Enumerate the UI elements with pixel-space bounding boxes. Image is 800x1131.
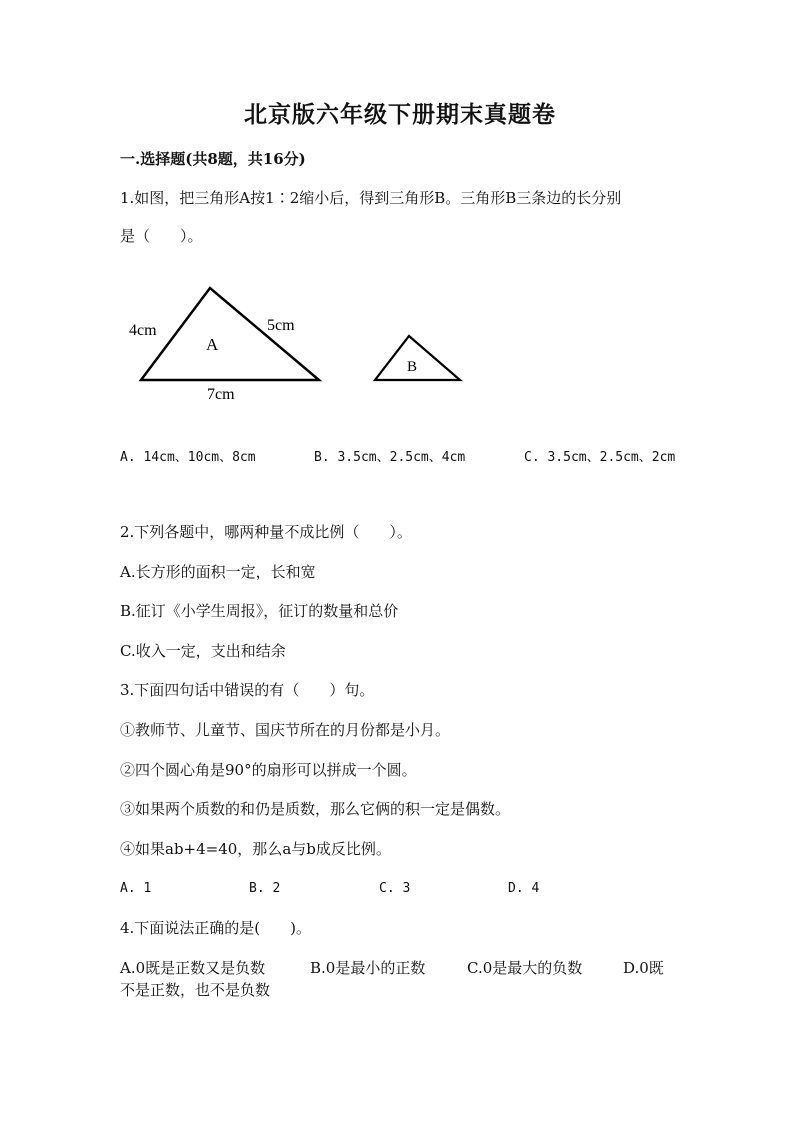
question-2-stem: 2.下列各题中，哪两种量不成比例（ ）。 bbox=[120, 523, 412, 541]
q3-option-b[interactable]: B. 2 bbox=[249, 881, 281, 896]
q2-option-a[interactable]: A.长方形的面积一定，长和宽 bbox=[120, 563, 316, 581]
triangle-b-label: B bbox=[407, 359, 418, 375]
section-heading: 一.选择题(共8题，共16分) bbox=[120, 150, 306, 168]
q4-option-a[interactable]: A.0既是正数又是负数 bbox=[120, 959, 266, 977]
q1-option-c[interactable]: C. 3.5cm、2.5cm、2cm bbox=[524, 450, 676, 465]
q2-option-c[interactable]: C.收入一定，支出和结余 bbox=[120, 642, 286, 660]
question-1-stem-cont: 是（ ）。 bbox=[120, 227, 203, 245]
q4-option-d-cont: 不是正数，也不是负数 bbox=[120, 981, 271, 999]
side-label-left: 4cm bbox=[129, 322, 157, 339]
q3-statement-4: ④如果ab+4=40，那么a与b成反比例。 bbox=[120, 840, 391, 858]
q4-option-d[interactable]: D.0既 bbox=[623, 959, 664, 977]
triangle-a-label: A bbox=[206, 335, 219, 354]
q4-option-c[interactable]: C.0是最大的负数 bbox=[467, 959, 583, 977]
q3-statement-3: ③如果两个质数的和仍是质数，那么它俩的积一定是偶数。 bbox=[120, 800, 511, 818]
q3-option-a[interactable]: A. 1 bbox=[120, 881, 152, 896]
q3-option-d[interactable]: D. 4 bbox=[508, 881, 540, 896]
question-1-stem: 1.如图，把三角形A按1∶2缩小后，得到三角形B。三角形B三条边的长分别 bbox=[120, 189, 622, 207]
q2-option-b[interactable]: B.征订《小学生周报》，征订的数量和总价 bbox=[120, 602, 399, 620]
q3-statement-1: ①教师节、儿童节、国庆节所在的月份都是小月。 bbox=[120, 721, 451, 739]
triangle-a bbox=[141, 288, 319, 380]
q1-option-b[interactable]: B. 3.5cm、2.5cm、4cm bbox=[314, 450, 466, 465]
q3-statement-2: ②四个圆心角是90°的扇形可以拼成一个圆。 bbox=[120, 761, 417, 779]
triangle-b bbox=[375, 336, 460, 380]
triangle-figure bbox=[0, 0, 800, 420]
question-4-stem: 4.下面说法正确的是( )。 bbox=[120, 919, 312, 937]
q4-option-b[interactable]: B.0是最小的正数 bbox=[310, 959, 426, 977]
page-title: 北京版六年级下册期末真题卷 bbox=[244, 101, 556, 128]
q1-option-a[interactable]: A. 14cm、10cm、8cm bbox=[120, 450, 256, 465]
q3-option-c[interactable]: C. 3 bbox=[379, 881, 411, 896]
question-3-stem: 3.下面四句话中错误的有（ ）句。 bbox=[120, 681, 375, 699]
side-label-bottom: 7cm bbox=[207, 386, 235, 403]
side-label-right: 5cm bbox=[267, 317, 295, 334]
